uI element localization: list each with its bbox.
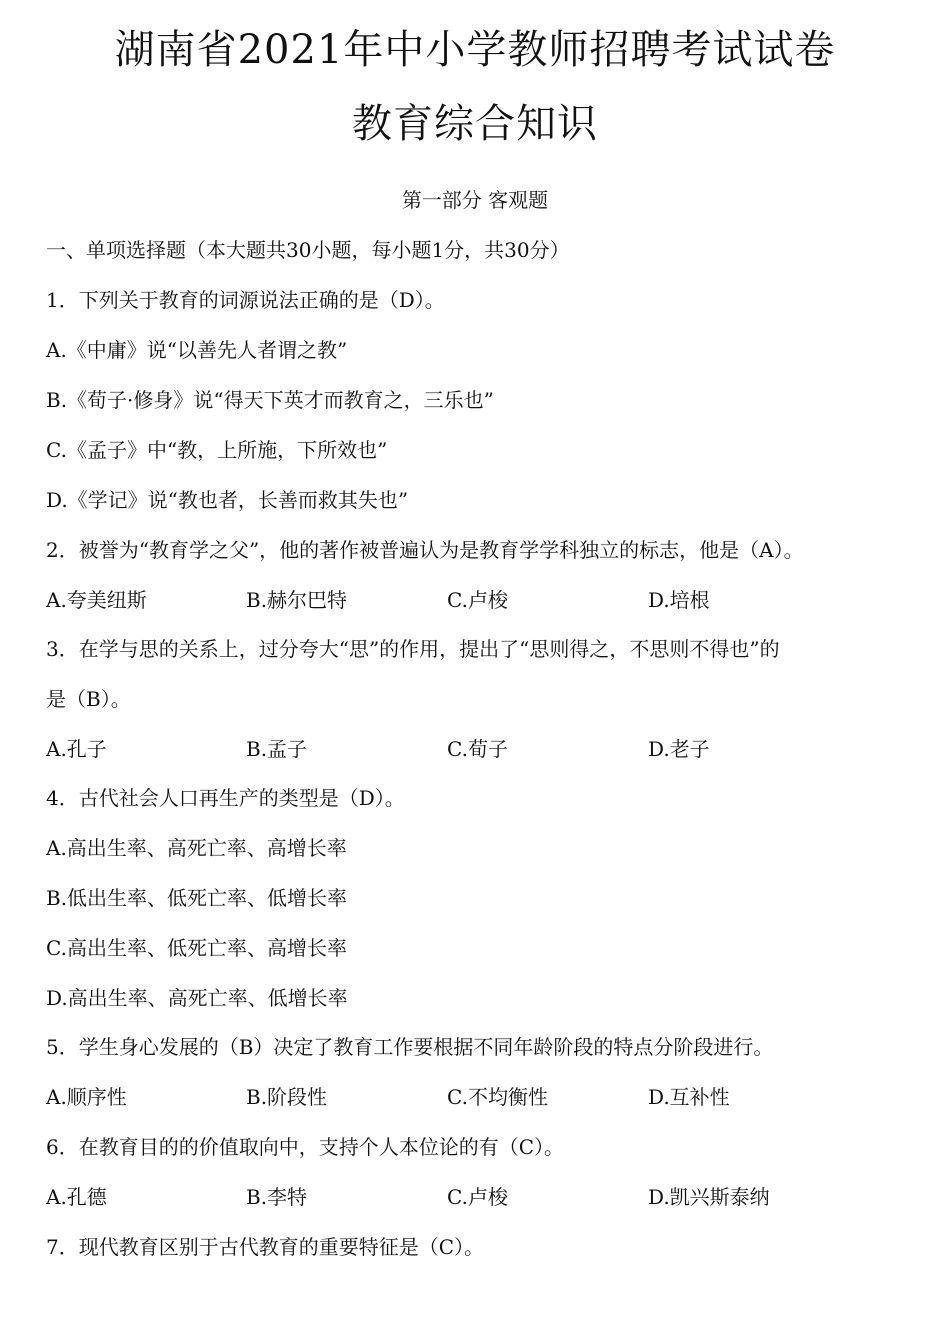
part-heading: 第一部分 客观题 [401, 188, 549, 212]
question-3-stem-line-2: 是（B）。 [46, 687, 131, 711]
question-3-option-d: D.老子 [648, 737, 710, 761]
question-5-option-a: A.顺序性 [46, 1085, 127, 1109]
exam-subtitle: 教育综合知识 [352, 101, 598, 147]
question-6-option-b: B.李特 [246, 1185, 308, 1209]
question-4-option-b: B.低出生率、低死亡率、低增长率 [46, 886, 348, 910]
question-1-option-d: D.《学记》说“教也者，长善而救其失也” [46, 488, 409, 512]
question-3-option-a: A.孔子 [46, 737, 107, 761]
section-heading: 一、单项选择题（本大题共30小题，每小题1分，共30分） [46, 238, 570, 262]
question-5-stem: 5．学生身心发展的（B）决定了教育工作要根据不同年龄阶段的特点分阶段进行。 [46, 1035, 774, 1059]
question-6-stem: 6．在教育目的的价值取向中，支持个人本位论的有（C）。 [46, 1135, 565, 1159]
question-1-option-a: A.《中庸》说“以善先人者谓之教” [46, 338, 348, 362]
question-2-option-c: C.卢梭 [447, 588, 508, 612]
question-3-stem-line-1: 3．在学与思的关系上，过分夸大“思”的作用，提出了“思则得之，不思则不得也”的 [46, 637, 780, 661]
question-2-option-a: A.夸美纽斯 [46, 588, 147, 612]
question-1-option-c: C.《孟子》中“教，上所施，下所效也” [46, 438, 388, 462]
question-4-stem: 4．古代社会人口再生产的类型是（D）。 [46, 786, 405, 810]
question-1-stem: 1．下列关于教育的词源说法正确的是（D）。 [46, 288, 445, 312]
question-6-option-a: A.孔德 [46, 1185, 107, 1209]
question-3-option-c: C.荀子 [447, 737, 508, 761]
question-6-option-c: C.卢梭 [447, 1185, 508, 1209]
question-1-option-b: B.《荀子·修身》说“得天下英才而教育之，三乐也” [46, 388, 494, 412]
exam-title: 湖南省2021年中小学教师招聘考试试卷 [114, 27, 836, 73]
question-7-stem: 7．现代教育区别于古代教育的重要特征是（C）。 [46, 1235, 485, 1259]
question-4-option-c: C.高出生率、低死亡率、高增长率 [46, 936, 347, 960]
question-5-option-c: C.不均衡性 [447, 1085, 548, 1109]
question-6-option-d: D.凯兴斯泰纳 [648, 1185, 770, 1209]
question-2-option-d: D.培根 [648, 588, 710, 612]
question-4-option-d: D.高出生率、高死亡率、低增长率 [46, 986, 348, 1010]
question-3-option-b: B.孟子 [246, 737, 308, 761]
question-2-stem: 2．被誉为“教育学之父”，他的著作被普遍认为是教育学学科独立的标志，他是（A）。 [46, 538, 804, 562]
question-5-option-b: B.阶段性 [246, 1085, 328, 1109]
question-4-option-a: A.高出生率、高死亡率、高增长率 [46, 836, 347, 860]
question-2-option-b: B.赫尔巴特 [246, 588, 348, 612]
question-5-option-d: D.互补性 [648, 1085, 730, 1109]
